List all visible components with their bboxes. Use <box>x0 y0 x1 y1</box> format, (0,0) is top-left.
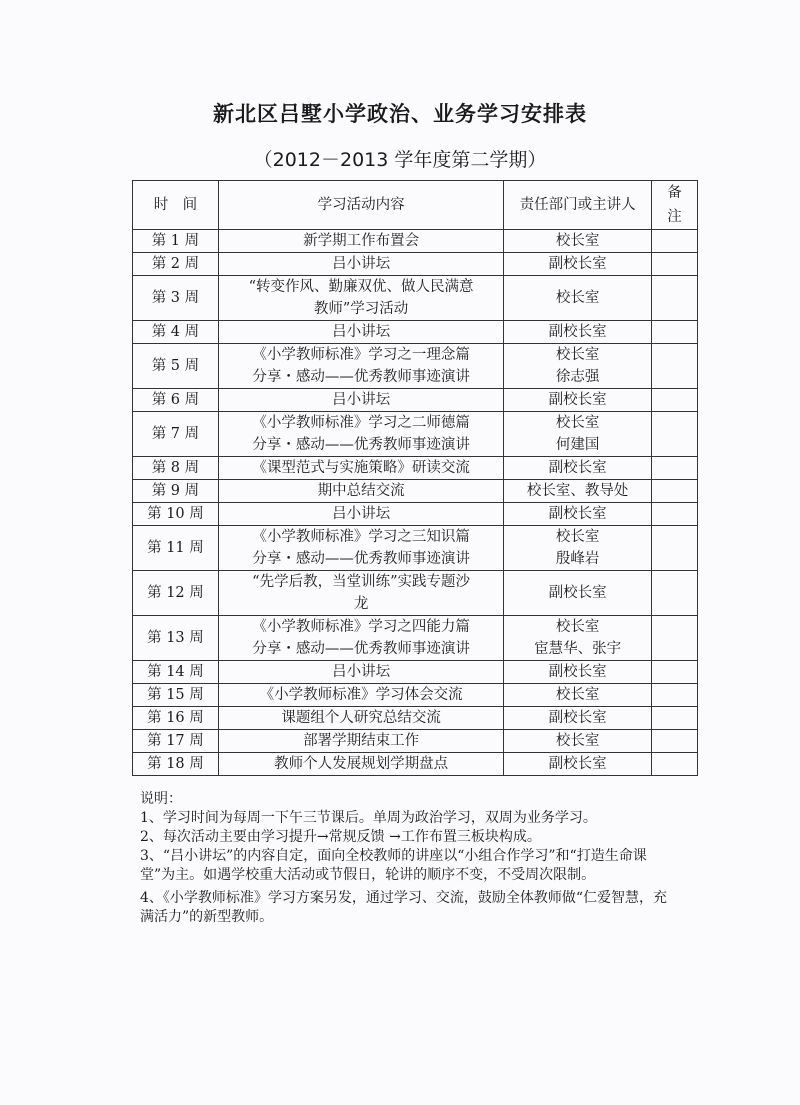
table-row <box>133 230 698 253</box>
person-line: 校长室 <box>555 347 600 363</box>
person-cell <box>504 503 652 526</box>
person-cell <box>504 480 652 503</box>
remark-cell <box>652 616 698 661</box>
week-cell: 第 13 周 <box>133 616 219 661</box>
table-row <box>133 276 698 321</box>
content-line: 教师”学习活动 <box>313 301 409 317</box>
person-cell <box>504 276 652 321</box>
person-line: 徐志强 <box>555 369 600 385</box>
person-line: 副校长室 <box>548 392 607 408</box>
remark-cell <box>652 661 698 684</box>
header-content: 学习活动内容 <box>218 181 503 230</box>
content-cell <box>218 253 503 276</box>
table-row <box>133 684 698 707</box>
person-line: 殷峰岩 <box>555 551 600 567</box>
person-cell <box>504 753 652 776</box>
person-line: 副校长室 <box>548 460 607 476</box>
person-line: 宦慧华、张宇 <box>534 641 622 657</box>
person-line: 副校长室 <box>548 506 607 522</box>
week-cell: 第 3 周 <box>133 276 219 321</box>
week-cell: 第 14 周 <box>133 661 219 684</box>
week-cell: 第 9 周 <box>133 480 219 503</box>
header-person: 责任部门或主讲人 <box>504 181 652 230</box>
remark-cell <box>652 684 698 707</box>
content-line: 分享・感动——优秀教师事迹演讲 <box>252 641 470 657</box>
document-subtitle: （2012－2013 学年度第二学期） <box>253 149 547 171</box>
content-line: 《小学教师标准》学习之四能力篇 <box>252 619 470 635</box>
person-cell <box>504 412 652 457</box>
person-line: 校长室 <box>555 529 600 545</box>
remark-cell <box>652 480 698 503</box>
notes-heading: 说明： <box>140 791 182 807</box>
week-cell: 第 18 周 <box>133 753 219 776</box>
week-cell: 第 7 周 <box>133 412 219 457</box>
content-line: 吕小讲坛 <box>332 506 391 522</box>
content-line: 分享・感动——优秀教师事迹演讲 <box>252 437 470 453</box>
table-row <box>133 571 698 616</box>
person-cell <box>504 730 652 753</box>
content-cell <box>218 344 503 389</box>
person-cell <box>504 457 652 480</box>
person-cell <box>504 389 652 412</box>
table-row <box>133 344 698 389</box>
table-row <box>133 707 698 730</box>
person-cell <box>504 661 652 684</box>
content-cell <box>218 457 503 480</box>
content-line: 吕小讲坛 <box>332 324 391 340</box>
content-cell <box>218 661 503 684</box>
content-line: 分享・感动——优秀教师事迹演讲 <box>252 369 470 385</box>
content-line: 分享・感动——优秀教师事迹演讲 <box>252 551 470 567</box>
remark-cell <box>652 276 698 321</box>
content-cell <box>218 412 503 457</box>
remark-cell <box>652 526 698 571</box>
content-cell <box>218 276 503 321</box>
content-line: 新学期工作布置会 <box>303 233 420 249</box>
content-line: 《课型范式与实施策略》研读交流 <box>252 460 470 476</box>
week-cell: 第 2 周 <box>133 253 219 276</box>
week-cell: 第 1 周 <box>133 230 219 253</box>
table-body <box>133 230 698 776</box>
content-cell <box>218 389 503 412</box>
header-time: 时 间 <box>133 181 219 230</box>
content-cell <box>218 230 503 253</box>
header-remark-text: 备注 <box>667 185 682 225</box>
content-cell <box>218 526 503 571</box>
table-row <box>133 730 698 753</box>
person-cell <box>504 526 652 571</box>
content-cell <box>218 684 503 707</box>
content-cell <box>218 321 503 344</box>
person-cell <box>504 684 652 707</box>
remark-cell <box>652 457 698 480</box>
table-row <box>133 480 698 503</box>
content-line: 部署学期结束工作 <box>303 733 420 749</box>
person-cell <box>504 571 652 616</box>
person-cell <box>504 344 652 389</box>
person-line: 校长室 <box>555 415 600 431</box>
remark-cell <box>652 321 698 344</box>
person-line: 副校长室 <box>548 256 607 272</box>
person-line: 校长室 <box>555 687 600 703</box>
document-title: 新北区吕墅小学政治、业务学习安排表 <box>213 102 587 126</box>
remark-cell <box>652 707 698 730</box>
person-line: 校长室 <box>555 619 600 635</box>
remark-cell <box>652 253 698 276</box>
table-row <box>133 253 698 276</box>
table-row <box>133 321 698 344</box>
week-cell: 第 17 周 <box>133 730 219 753</box>
person-cell <box>504 707 652 730</box>
person-cell <box>504 253 652 276</box>
content-cell <box>218 753 503 776</box>
content-cell <box>218 730 503 753</box>
week-cell: 第 4 周 <box>133 321 219 344</box>
person-line: 校长室、教导处 <box>526 483 629 499</box>
table-row <box>133 661 698 684</box>
note-item: 3、“吕小讲坛”的内容自定，面向全校教师的讲座以“小组合作学习”和“打造生命课堂”为主。如遇学校重大活动或节假日，轮讲的顺序不变，不受周次限制。 <box>140 848 647 883</box>
person-line: 副校长室 <box>548 710 607 726</box>
content-line: 教师个人发展规划学期盘点 <box>274 756 449 772</box>
remark-cell <box>652 730 698 753</box>
week-cell: 第 6 周 <box>133 389 219 412</box>
content-line: 《小学教师标准》学习之三知识篇 <box>252 529 470 545</box>
remark-cell <box>652 503 698 526</box>
remark-cell <box>652 230 698 253</box>
week-cell: 第 8 周 <box>133 457 219 480</box>
person-line: 何建国 <box>555 437 600 453</box>
person-line: 校长室 <box>555 290 600 306</box>
content-line: 吕小讲坛 <box>332 392 391 408</box>
note-item: 1、学习时间为每周一下午三节课后。单周为政治学习，双周为业务学习。 <box>140 810 597 826</box>
person-line: 校长室 <box>555 733 600 749</box>
week-cell: 第 15 周 <box>133 684 219 707</box>
content-line: 课题组个人研究总结交流 <box>281 710 441 726</box>
person-cell <box>504 616 652 661</box>
remark-cell <box>652 412 698 457</box>
content-line: 期中总结交流 <box>317 483 405 499</box>
week-cell: 第 16 周 <box>133 707 219 730</box>
content-cell <box>218 707 503 730</box>
table-row <box>133 503 698 526</box>
remark-cell <box>652 571 698 616</box>
week-cell: 第 11 周 <box>133 526 219 571</box>
header-remark <box>652 181 698 230</box>
person-cell <box>504 321 652 344</box>
content-cell <box>218 571 503 616</box>
remark-cell <box>652 753 698 776</box>
table-row <box>133 389 698 412</box>
content-line: 《小学教师标准》学习之二师德篇 <box>252 415 470 431</box>
week-cell: 第 5 周 <box>133 344 219 389</box>
person-line: 副校长室 <box>548 756 607 772</box>
remark-cell <box>652 344 698 389</box>
table-row <box>133 457 698 480</box>
table-row <box>133 616 698 661</box>
table-row <box>133 753 698 776</box>
content-line: 《小学教师标准》学习之一理念篇 <box>252 347 470 363</box>
content-line: 《小学教师标准》学习体会交流 <box>259 687 463 703</box>
note-item: 4、《小学教师标准》学习方案另发，通过学习、交流，鼓励全体教师做“仁爱智慧，充满活力”的新型教师。 <box>140 890 668 925</box>
notes-section <box>140 790 670 927</box>
remark-cell <box>652 389 698 412</box>
content-cell <box>218 616 503 661</box>
schedule-table <box>132 180 698 776</box>
table-row <box>133 526 698 571</box>
content-line: 吕小讲坛 <box>332 664 391 680</box>
table-row <box>133 412 698 457</box>
content-line: “转变作风、勤廉双优、做人民满意 <box>248 279 474 295</box>
content-line: “先学后教，当堂训练”实践专题沙 <box>252 574 470 590</box>
person-line: 副校长室 <box>548 324 607 340</box>
table-header-row <box>133 181 698 230</box>
content-cell <box>218 503 503 526</box>
content-line: 吕小讲坛 <box>332 256 391 272</box>
person-line: 校长室 <box>555 233 600 249</box>
note-item: 2、每次活动主要由学习提升→常规反馈 →工作布置三板块构成。 <box>140 829 541 845</box>
person-cell <box>504 230 652 253</box>
content-cell <box>218 480 503 503</box>
week-cell: 第 12 周 <box>133 571 219 616</box>
person-line: 副校长室 <box>548 585 607 601</box>
week-cell: 第 10 周 <box>133 503 219 526</box>
person-line: 副校长室 <box>548 664 607 680</box>
content-line: 龙 <box>353 596 369 612</box>
